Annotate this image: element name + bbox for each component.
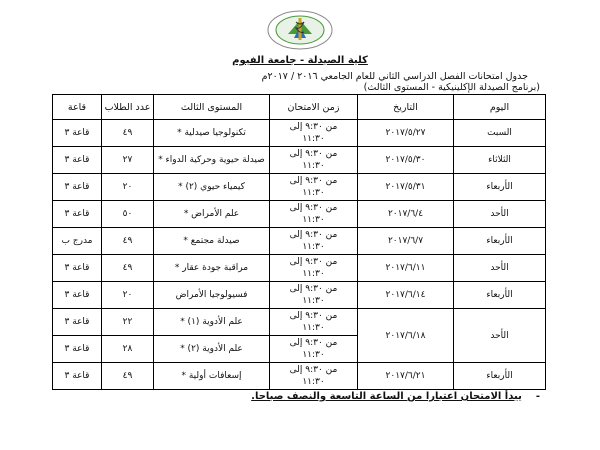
course-cell: صيدلة مجتمع * [154, 228, 270, 255]
date-cell: ٢٠١٧/٦/١٤ [358, 282, 454, 309]
course-cell: إسعافات أولية * [154, 363, 270, 390]
time-start: من ٩:٣٠ إلى [289, 257, 338, 267]
time-start: من ٩:٣٠ إلى [289, 203, 338, 213]
table-row [53, 120, 546, 147]
time-cell [270, 363, 358, 390]
day-cell: الأربعاء [454, 363, 546, 390]
student-count-cell: ٢٧ [102, 147, 154, 174]
note-text: يبدأ الامتحان اعتبارا من الساعة التاسعة والنصف صباحا. [251, 391, 522, 402]
time-end: ١١:٣٠ [302, 188, 325, 198]
table-row [53, 309, 546, 336]
student-count-cell: ٥٠ [102, 201, 154, 228]
course-cell: كيمياء حيوي (٢) * [154, 174, 270, 201]
day-cell: الأحد [454, 201, 546, 228]
time-start: من ٩:٣٠ إلى [289, 338, 338, 348]
course-cell: مراقبة جودة عقار * [154, 255, 270, 282]
course-cell: علم الأدوية (٢) * [154, 336, 270, 363]
student-count-cell: ٤٩ [102, 120, 154, 147]
faculty-title: كلية الصيدلة - جامعة الفيوم [232, 55, 368, 66]
day-cell: الأربعاء [454, 174, 546, 201]
time-end: ١١:٣٠ [302, 161, 325, 171]
schedule-title: جدول امتحانات الفصل الدراسي الثاني للعام الجامعي ٢٠١٦ / ٢٠١٧م [261, 71, 528, 82]
column-header-date: التاريخ [358, 95, 454, 120]
room-cell: قاعة ٣ [53, 255, 102, 282]
column-header-course: المستوى الثالث [154, 95, 270, 120]
time-end: ١١:٣٠ [302, 242, 325, 252]
table-header-row [53, 95, 546, 120]
exam-start-note [251, 391, 540, 402]
time-cell [270, 174, 358, 201]
time-start: من ٩:٣٠ إلى [289, 365, 338, 375]
date-cell: ٢٠١٧/٦/٢١ [358, 363, 454, 390]
time-start: من ٩:٣٠ إلى [289, 284, 338, 294]
date-cell: ٢٠١٧/٦/١١ [358, 255, 454, 282]
room-cell: قاعة ٣ [53, 120, 102, 147]
date-cell: ٢٠١٧/٥/٣١ [358, 174, 454, 201]
time-end: ١١:٣٠ [302, 215, 325, 225]
note-bullet: - [535, 391, 540, 402]
room-cell: قاعة ٣ [53, 336, 102, 363]
column-header-room: قاعة [53, 95, 102, 120]
day-cell: السبت [454, 120, 546, 147]
student-count-cell: ٢٢ [102, 309, 154, 336]
room-cell: قاعة ٣ [53, 174, 102, 201]
university-logo-icon [266, 8, 334, 52]
day-cell: الأربعاء [454, 282, 546, 309]
time-end: ١١:٣٠ [302, 323, 325, 333]
table-row [53, 282, 546, 309]
column-header-time: زمن الامتحان [270, 95, 358, 120]
day-cell: الثلاثاء [454, 147, 546, 174]
column-header-day: اليوم [454, 95, 546, 120]
time-cell [270, 255, 358, 282]
program-subtitle: (برنامج الصيدلة الإكلينيكية - المستوى الثالث) [363, 82, 540, 93]
course-cell: فسيولوجيا الأمراض [154, 282, 270, 309]
room-cell: قاعة ٣ [53, 309, 102, 336]
time-start: من ٩:٣٠ إلى [289, 149, 338, 159]
table-row [53, 147, 546, 174]
exam-schedule-table [52, 94, 546, 390]
time-start: من ٩:٣٠ إلى [289, 311, 338, 321]
table-row [53, 201, 546, 228]
date-cell: ٢٠١٧/٦/١٨ [358, 309, 454, 363]
course-cell: صيدلة حيوية وحركية الدواء * [154, 147, 270, 174]
time-start: من ٩:٣٠ إلى [289, 230, 338, 240]
table-row [53, 255, 546, 282]
time-cell [270, 147, 358, 174]
time-start: من ٩:٣٠ إلى [289, 122, 338, 132]
room-cell: قاعة ٣ [53, 201, 102, 228]
column-header-student-count: عدد الطلاب [102, 95, 154, 120]
course-cell: علم الأدوية (١) * [154, 309, 270, 336]
date-cell: ٢٠١٧/٥/٢٧ [358, 120, 454, 147]
time-cell [270, 228, 358, 255]
time-end: ١١:٣٠ [302, 350, 325, 360]
student-count-cell: ٤٩ [102, 363, 154, 390]
time-cell [270, 120, 358, 147]
student-count-cell: ٤٩ [102, 255, 154, 282]
table-row [53, 228, 546, 255]
time-cell [270, 282, 358, 309]
student-count-cell: ٤٩ [102, 228, 154, 255]
time-cell [270, 336, 358, 363]
day-cell: الأحد [454, 255, 546, 282]
time-cell [270, 201, 358, 228]
course-cell: علم الأمراض * [154, 201, 270, 228]
student-count-cell: ٢٠ [102, 174, 154, 201]
date-cell: ٢٠١٧/٦/٧ [358, 228, 454, 255]
time-cell [270, 309, 358, 336]
course-cell: تكنولوجيا صيدلية * [154, 120, 270, 147]
time-end: ١١:٣٠ [302, 269, 325, 279]
day-cell: الأحد [454, 309, 546, 363]
room-cell: قاعة ٣ [53, 363, 102, 390]
table-row [53, 174, 546, 201]
room-cell: قاعة ٣ [53, 282, 102, 309]
date-cell: ٢٠١٧/٥/٣٠ [358, 147, 454, 174]
day-cell: الأربعاء [454, 228, 546, 255]
time-end: ١١:٣٠ [302, 134, 325, 144]
table-row [53, 363, 546, 390]
time-start: من ٩:٣٠ إلى [289, 176, 338, 186]
student-count-cell: ٢٨ [102, 336, 154, 363]
time-end: ١١:٣٠ [302, 377, 325, 387]
student-count-cell: ٢٠ [102, 282, 154, 309]
time-end: ١١:٣٠ [302, 296, 325, 306]
date-cell: ٢٠١٧/٦/٤ [358, 201, 454, 228]
room-cell: مدرج ب [53, 228, 102, 255]
room-cell: قاعة ٣ [53, 147, 102, 174]
